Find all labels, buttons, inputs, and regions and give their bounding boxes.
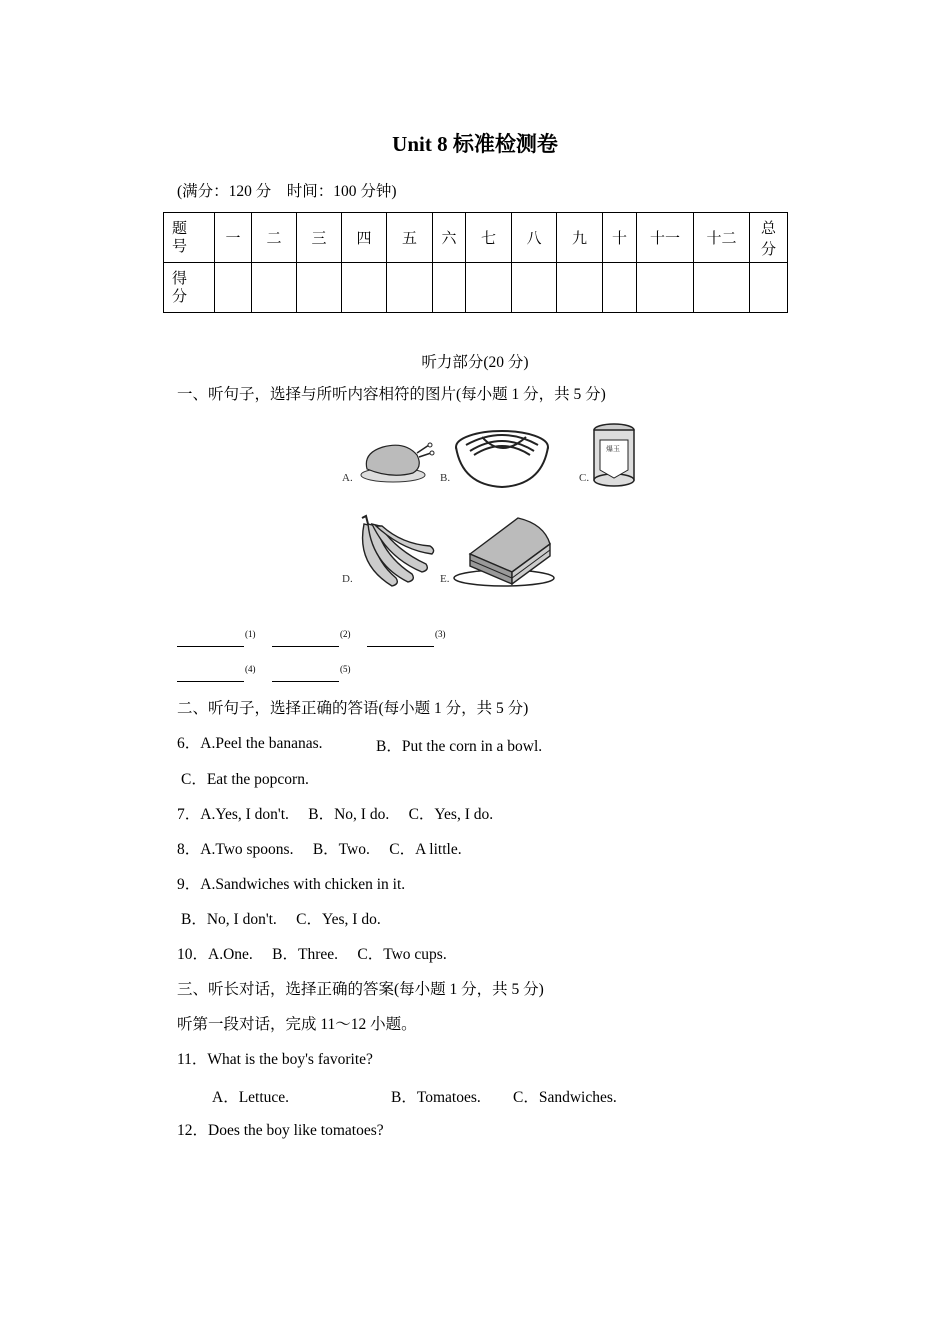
col-1: 一 (215, 213, 252, 263)
score-cell[interactable] (637, 263, 694, 313)
picture-label-b: B. (440, 472, 451, 484)
col-2: 二 (252, 213, 297, 263)
question-12: 12．Does the boy like tomatoes? (177, 1122, 384, 1139)
blank-number: (3) (435, 629, 446, 639)
question-10: 10．A.One. B．Three. C．Two cups. (177, 946, 447, 963)
question-9-option-a: 9．A.Sandwiches with chicken in it. (177, 876, 406, 893)
blank-number: (2) (340, 629, 351, 639)
bananas-picture (352, 514, 436, 590)
score-cell[interactable] (387, 263, 433, 313)
score-cell[interactable] (694, 263, 750, 313)
blank-number: (4) (245, 664, 256, 674)
question-6-option-a: 6．A.Peel the bananas. (177, 735, 323, 752)
can-label: 爆玉 (606, 445, 620, 453)
question-9-options-bc: B．No, I don't. C．Yes, I do. (181, 911, 381, 928)
row-header-score: 得 分 (164, 263, 215, 313)
col-11: 十一 (637, 213, 694, 263)
blank-number: (5) (340, 664, 351, 674)
question-6-option-c: C．Eat the popcorn. (181, 771, 309, 788)
listening-header: 听力部分(20 分) (421, 354, 529, 371)
question-11-option-c: C．Sandwiches. (513, 1089, 617, 1106)
score-table (163, 212, 788, 313)
picture-label-a: A. (342, 472, 353, 484)
chicken-picture (355, 435, 435, 485)
question-11-option-a: A．Lettuce. (212, 1089, 290, 1106)
exam-meta: (满分：120 分 时间：100 分钟) (177, 183, 397, 200)
score-cell[interactable] (252, 263, 297, 313)
blank-number: (1) (245, 629, 256, 639)
col-6: 六 (433, 213, 466, 263)
picture-label-d: D. (342, 573, 353, 585)
noodle-bowl-picture (452, 425, 552, 491)
section2-heading: 二、听句子，选择正确的答语(每小题 1 分，共 5 分) (177, 700, 529, 717)
col-8: 八 (512, 213, 557, 263)
col-5: 五 (387, 213, 433, 263)
score-cell[interactable] (433, 263, 466, 313)
col-total: 总 分 (750, 213, 788, 263)
question-11: 11．What is the boy's favorite? (177, 1051, 373, 1068)
section1-heading: 一、听句子，选择与所听内容相符的图片(每小题 1 分，共 5 分) (177, 386, 606, 403)
answer-blank-2[interactable] (272, 632, 339, 647)
score-cell[interactable] (466, 263, 512, 313)
picture-label-e: E. (440, 573, 450, 585)
col-9: 九 (557, 213, 603, 263)
question-7: 7．A.Yes, I don't. B．No, I do. C．Yes, I do. (177, 806, 494, 823)
question-6-option-b: B．Put the corn in a bowl. (376, 738, 543, 755)
row-header-number: 题 号 (164, 213, 215, 263)
picture-label-c: C. (579, 472, 590, 484)
col-4: 四 (342, 213, 387, 263)
page-title: Unit 8 标准检测卷 (392, 132, 558, 156)
answer-blank-3[interactable] (367, 632, 434, 647)
cake-picture (452, 512, 558, 592)
answer-blank-5[interactable] (272, 667, 339, 682)
col-7: 七 (466, 213, 512, 263)
score-cell[interactable] (750, 263, 788, 313)
answer-blank-4[interactable] (177, 667, 244, 682)
question-8: 8．A.Two spoons. B．Two. C．A little. (177, 841, 462, 858)
col-12: 十二 (694, 213, 750, 263)
score-cell[interactable] (557, 263, 603, 313)
col-3: 三 (297, 213, 342, 263)
score-cell[interactable] (342, 263, 387, 313)
answer-blank-1[interactable] (177, 632, 244, 647)
question-11-option-b: B．Tomatoes. (391, 1089, 481, 1106)
score-cell[interactable] (603, 263, 637, 313)
section3-heading: 三、听长对话，选择正确的答案(每小题 1 分，共 5 分) (177, 981, 544, 998)
col-10: 十 (603, 213, 637, 263)
dialogue-intro: 听第一段对话，完成 11～12 小题。 (177, 1016, 417, 1033)
score-cell[interactable] (215, 263, 252, 313)
can-picture (590, 422, 638, 488)
score-cell[interactable] (297, 263, 342, 313)
score-cell[interactable] (512, 263, 557, 313)
